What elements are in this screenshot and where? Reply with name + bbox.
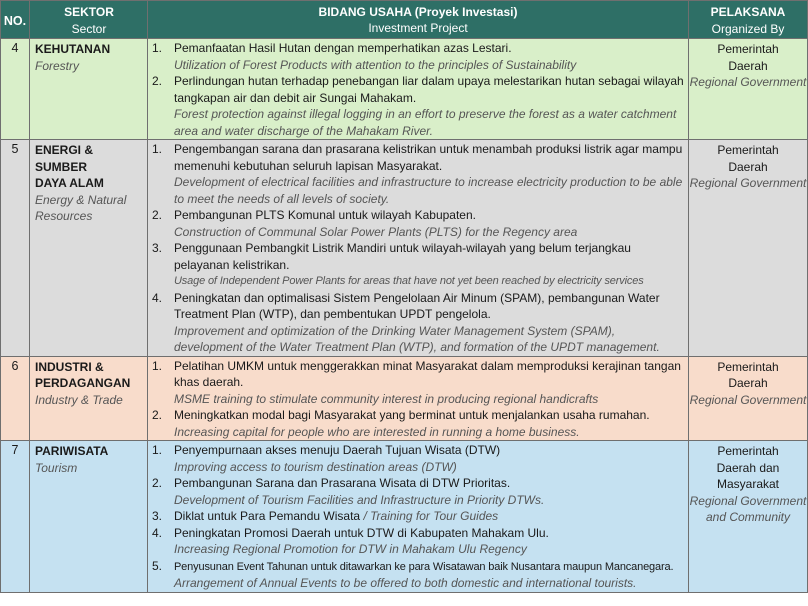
list-item: 1. Pemanfaatan Hasil Hutan dengan memperhatikan azas Lestari. Utilization of Forest Products with attention to the principles of Sustainability [152,41,577,72]
list-item: 2. Perlindungan hutan terhadap penebangan liar dalam upaya melestarikan hutan sebagai wilayah tangkapan air dan debit air Sungai Mahakam. Forest protection against illegal logging in an effort to preserve the forest as a water catchment area and water discharge of the Mahakam River. [152,74,684,138]
header-sector: SEKTOR Sector [30,1,148,39]
organizer-cell: Pemerintah Daerah dan Masyarakat Regional Government and Community [689,441,808,593]
project-cell [148,39,689,140]
sector-name: ENERGI & SUMBER DAYA ALAM [35,143,104,190]
project-cell [148,441,689,593]
sector-cell [30,356,148,441]
list-item: 2. Meningkatkan modal bagi Masyarakat yang berminat untuk menjalankan usaha rumahan. Increasing capital for people who are interested in running a home business. [152,408,650,439]
row-number: 6 [1,356,30,441]
organizer-cell: Pemerintah Daerah Regional Government [689,356,808,441]
table-row-energy [1,140,808,357]
list-item: 4. Peningkatan Promosi Daerah untuk DTW di Kabupaten Mahakam Ulu. Increasing Regional Promotion for DTW in Mahakam Ulu Regency [152,525,549,556]
row-number: 7 [1,441,30,593]
header-organized-by: PELAKSANA Organized By [689,1,808,39]
organizer-cell: Pemerintah Daerah Regional Government [689,39,808,140]
organizer-cell: Pemerintah Daerah Regional Government [689,140,808,357]
table-row-forestry [1,39,808,140]
list-item: 1. Penyempurnaan akses menuju Daerah Tujuan Wisata (DTW) Improving access to tourism destination areas (DTW) [152,443,501,474]
project-cell [148,356,689,441]
header-no: NO. [1,1,30,39]
project-cell [148,140,689,357]
list-item: 3. Diklat untuk Para Pemandu Wisata / Training for Tour Guides [152,509,499,523]
sector-cell [30,441,148,593]
sector-name: KEHUTANAN [35,42,111,56]
sector-name-en: Tourism [35,460,78,475]
list-item: 2. Pembangunan PLTS Komunal untuk wilayah Kabupaten. Construction of Communal Solar Power Plants (PLTS) for the Regency area [152,208,578,239]
list-item: 3. Penggunaan Pembangkit Listrik Mandiri untuk wilayah-wilayah yang belum terjangkau pelayanan kelistrikan. Usage of Independent Power Plants for areas that have not yet been reached by electricity services [152,241,644,287]
list-item: 4. Peningkatan dan optimalisasi Sistem Pengelolaan Air Minum (SPAM), pembangunan Water Treatment Plan (WTP), dan pembentukan UPDT pengelola. Improvement and optimization of the Drinking Water Management System (SPAM), development of the Water Treatment Plan (WTP), and formation of the UPDT management. [152,290,660,354]
table-row-industry [1,356,808,441]
sector-name-en: Energy & Natural Resources [35,192,127,223]
list-item: 1. Pengembangan sarana dan prasarana kelistrikan untuk menambah produksi listrik agar mampu memenuhi kebutuhan seluruh lapisan Masyarakat. Development of electrical facilities and infrastructure to increase electricity production to be able to meet the needs of all levels of society. [152,142,683,206]
sector-name: INDUSTRI & PERDAGANGAN [35,359,131,390]
sector-cell [30,140,148,357]
table-header [1,1,808,39]
sector-name: PARIWISATA [35,444,109,458]
list-item: 5. Penyusunan Event Tahunan untuk ditawarkan ke para Wisatawan baik Nusantara maupun Mancanegara. Arrangement of Annual Events to be offered to both domestic and international tourists. [152,558,674,590]
sector-name-en: Forestry [35,58,80,73]
list-item: 1. Pelatihan UMKM untuk menggerakkan minat Masyarakat dalam memproduksi kerajinan tangan khas daerah. MSME training to stimulate community interest in producing regional handicrafts [152,358,681,406]
sector-cell [30,39,148,140]
list-item: 2. Pembangunan Sarana dan Prasarana Wisata di DTW Prioritas. Development of Tourism Facilities and Infrastructure in Priority DTWs. [152,476,545,507]
sector-name-en: Industry & Trade [35,392,123,407]
header-investment-project: BIDANG USAHA (Proyek Investasi) Investment Project [148,1,689,39]
table-row-tourism [1,441,808,593]
row-number: 4 [1,39,30,140]
row-number: 5 [1,140,30,357]
